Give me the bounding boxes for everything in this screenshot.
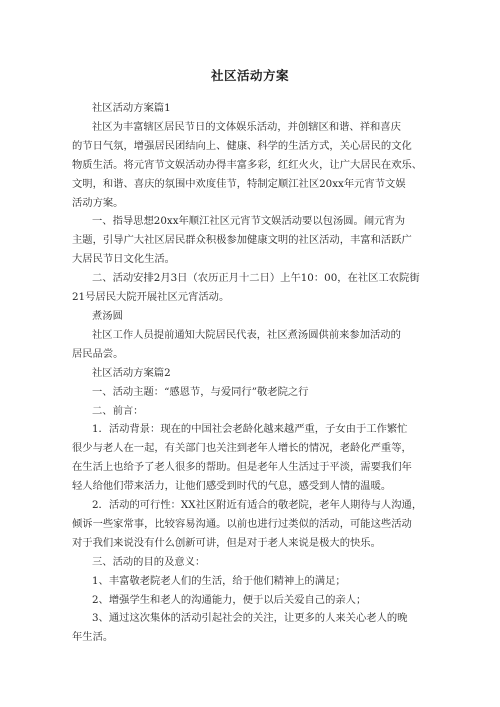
text-line: 居民品尝。 (72, 347, 124, 360)
text-line: 2．活动的可行性：XX社区附近有适合的敬老院，老年人期待与人沟通， (92, 499, 423, 512)
text-line: 社区活动方案篇1 (92, 102, 171, 114)
text-line: 社区工作人员提前通知大院居民代表，社区煮汤圆供前来参加活动的 (92, 328, 401, 341)
text-line: 轻人给他们带来活力，让他们感受到时代的气息，感受到人情的温暖。 (72, 480, 392, 493)
text-line: 倾诉一些家常事，比较容易沟通。以前也进行过类似的活动，可能这些活动 (72, 517, 412, 530)
text-line: 21号居民大院开展社区元宵活动。 (72, 291, 230, 304)
text-line: 3、通过这次集体的活动引起社会的关注，让更多的人来关心老人的晚 (92, 612, 408, 625)
document-title: 社区活动方案 (210, 68, 289, 83)
text-line: 很少与老人在一起，有关部门也关注到老年人增长的情况，老龄化严重等， (72, 442, 412, 455)
text-line: 1．活动背景：现在的中国社会老龄化越来越严重，子女由于工作繁忙 (92, 423, 408, 436)
text-line: 活动方案。 (72, 196, 124, 209)
text-line: 一、指导思想20xx年顺江社区元宵节文娱活动要以包汤圆。闹元宵为 (92, 215, 406, 228)
text-line: 物质生活。将元宵节文娱活动办得丰富多彩，红红火火，让广大居民在欢乐、 (72, 158, 423, 171)
text-line: 二、活动安排2月3日（农历正月十二日）上午10：00，在社区工农院街 (92, 272, 420, 285)
text-line: 文明，和谐、喜庆的氛围中欢度佳节，特制定顺江社区20xx年元宵节文娱 (72, 177, 406, 190)
text-line: 一、活动主题：“感恩节，与爱同行”敬老院之行 (92, 385, 309, 398)
text-line: 大居民节日文化生活。 (72, 253, 175, 266)
text-line: 社区为丰富辖区居民节日的文体娱乐活动，并创辖区和谐、祥和喜庆 (92, 120, 401, 133)
text-line: 年生活。 (72, 631, 114, 644)
text-line: 二、前言： (92, 404, 144, 417)
document-body (72, 99, 434, 647)
text-line: 三、活动的目的及意义： (92, 555, 206, 568)
text-line: 社区活动方案篇2 (92, 366, 171, 379)
text-line: 1、丰富敬老院老人们的生活，给于他们精神上的满足； (92, 574, 346, 587)
text-line: 对于我们来说没有什么创新可讲，但是对于老人来说是极大的快乐。 (72, 536, 381, 549)
text-line: 主题，引导广大社区居民群众积极参加健康文明的社区活动，丰富和活跃广 (72, 234, 412, 247)
text-line: 2、增强学生和老人的沟通能力，便于以后关爱自己的亲人； (92, 593, 367, 606)
text-line: 的节日气氛，增强居民团结向上、健康、科学的生活方式，关心居民的文化 (72, 139, 412, 152)
text-line: 煮汤圆 (92, 309, 123, 322)
text-line: 在生活上也给予了老人很多的帮助。但是老年人生活过于平淡，需要我们年 (72, 461, 412, 474)
